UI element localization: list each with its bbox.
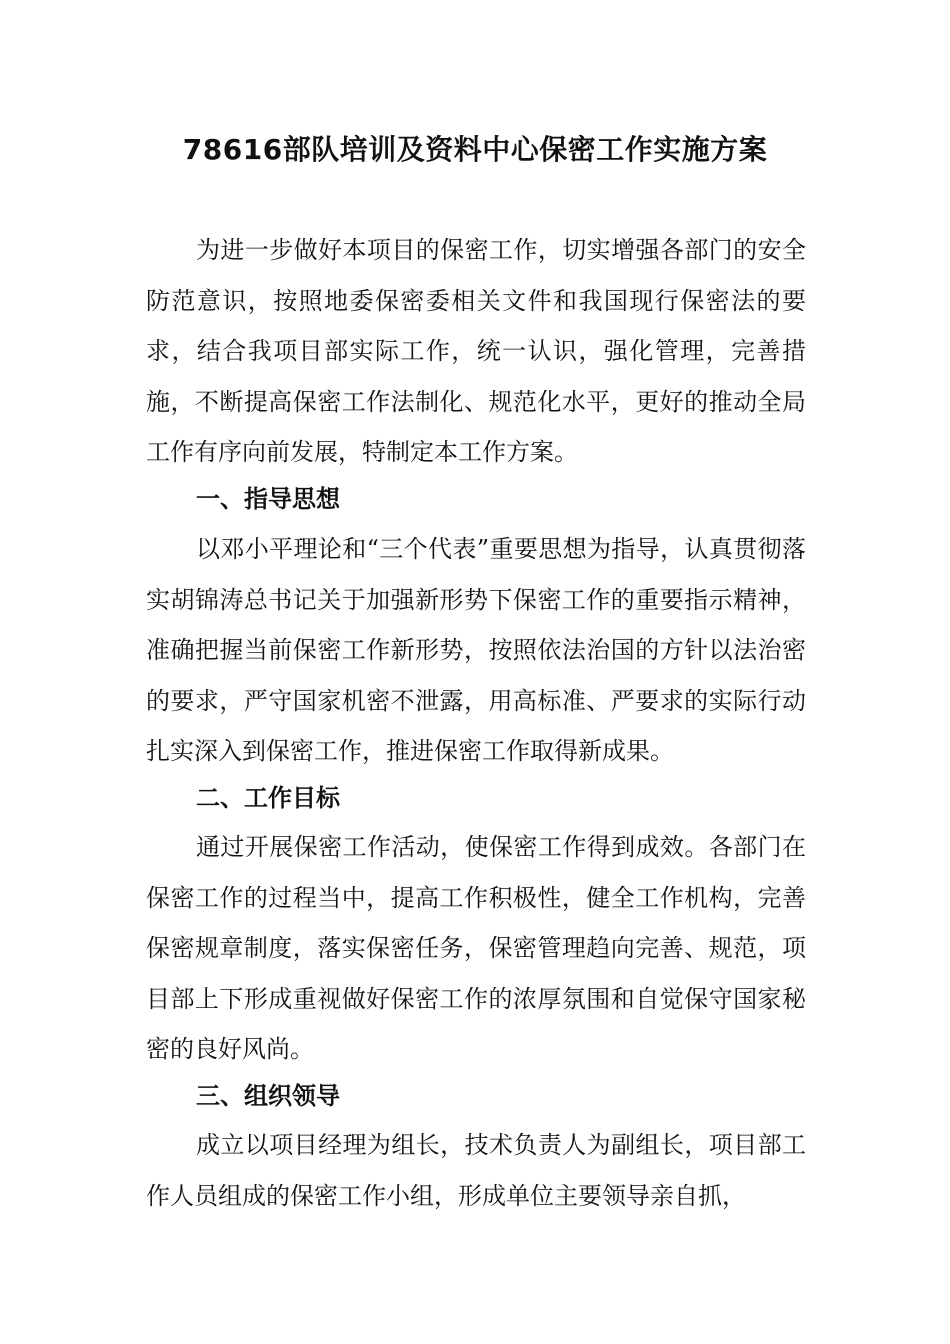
section-paragraph-guiding-ideology: 以邓小平理论和“三个代表”重要思想为指导，认真贯彻落实胡锦涛总书记关于加强新形势下保密工作的重要指示精神，准确把握当前保密工作新形势，按照依法治国的方针以法治密的要求，严守国家机密不泄露，用高标准、严要求的实际行动扎实深入到保密工作，推进保密工作取得新成果。 bbox=[146, 535, 806, 765]
section-heading-organization: 三、组织领导 bbox=[196, 1082, 340, 1110]
section-heading-work-goals: 二、工作目标 bbox=[196, 784, 340, 812]
section-heading-guiding-ideology: 一、指导思想 bbox=[196, 485, 340, 513]
section-paragraph-organization: 成立以项目经理为组长，技术负责人为副组长，项目部工作人员组成的保密工作小组，形成单位主要领导亲自抓， bbox=[146, 1131, 806, 1210]
section-paragraph-work-goals: 通过开展保密工作活动，使保密工作得到成效。各部门在保密工作的过程当中，提高工作积极性，健全工作机构，完善保密规章制度，落实保密任务，保密管理趋向完善、规范，项目部上下形成重视做好保密工作的浓厚氛围和自觉保守国家秘密的良好风尚。 bbox=[146, 833, 806, 1063]
intro-paragraph: 为进一步做好本项目的保密工作，切实增强各部门的安全防范意识，按照地委保密委相关文件和我国现行保密法的要求，结合我项目部实际工作，统一认识，强化管理，完善措施，不断提高保密工作法制化、规范化水平，更好的推动全局工作有序向前发展，特制定本工作方案。 bbox=[146, 236, 806, 466]
document-title: 78616部队培训及资料中心保密工作实施方案 bbox=[182, 133, 768, 166]
